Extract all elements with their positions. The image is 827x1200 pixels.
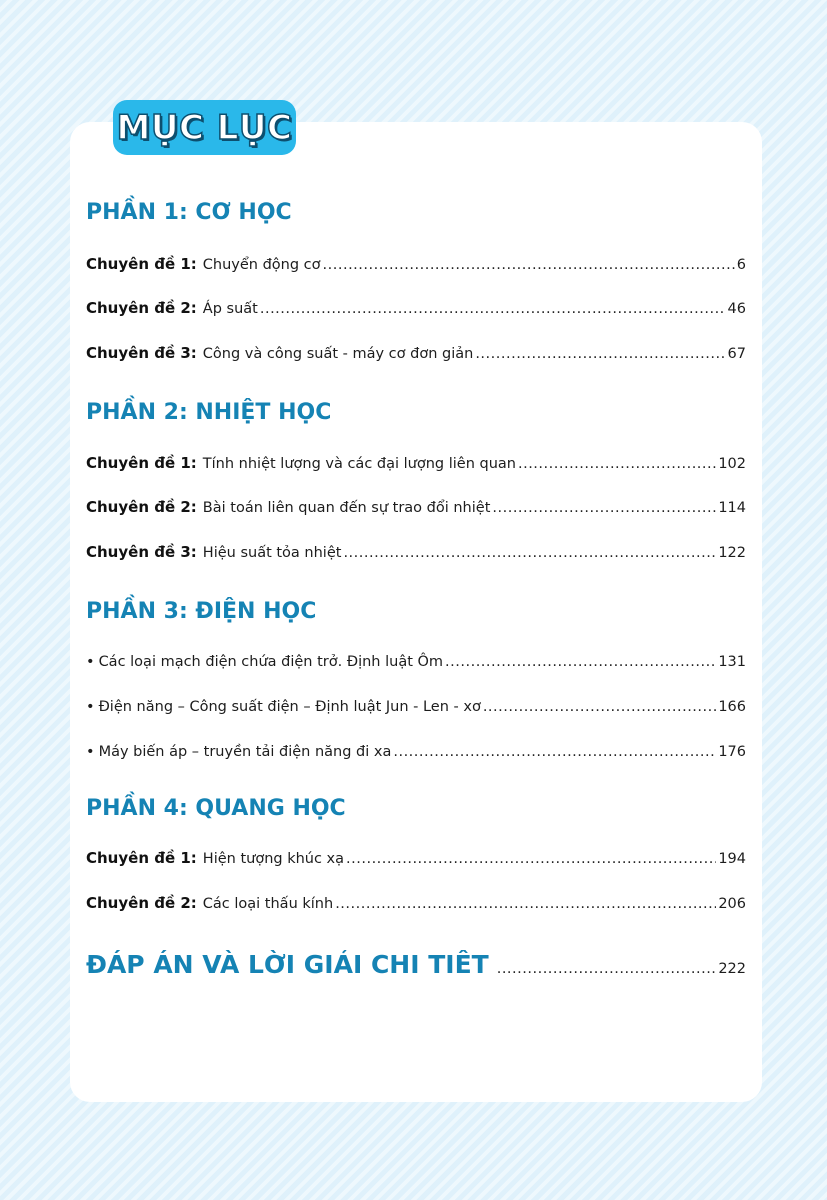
dot-leader (260, 297, 726, 320)
entry-label: Chuyên đề 1: (86, 454, 197, 472)
entry-title: Bài toán liên quan đến sự trao đổi nhiệt (202, 500, 491, 516)
dot-leader (343, 541, 716, 564)
entry-page: 102 (718, 456, 746, 472)
entry-page: 166 (718, 699, 746, 715)
toc-entry[interactable] (86, 296, 746, 320)
entry-page: 6 (736, 257, 746, 273)
entry-label: Chuyên đề 3: (86, 543, 197, 561)
entry-title: Chuyển động cơ (202, 257, 321, 273)
entry-page: 206 (718, 896, 746, 912)
toc-entry[interactable] (86, 846, 746, 870)
entry-page: 122 (718, 545, 746, 561)
toc-entry[interactable] (86, 540, 746, 564)
entry-label: Chuyên đề 1: (86, 255, 197, 273)
toc-entry[interactable] (86, 341, 746, 365)
toc-entry[interactable] (86, 451, 746, 475)
entry-page: 176 (718, 744, 746, 760)
bullet: • (86, 654, 95, 670)
toc-entry[interactable] (86, 740, 746, 764)
dot-leader (393, 740, 716, 764)
entry-label: Chuyên đề 2: (86, 299, 197, 317)
part-2-title: PHẦN 2: NHIỆT HỌC (86, 400, 332, 425)
entry-page: 194 (718, 851, 746, 867)
toc-heading-badge (113, 100, 296, 155)
toc-entry[interactable] (86, 695, 746, 719)
dot-leader (483, 695, 716, 719)
part-4-title: PHẦN 4: QUANG HỌC (86, 796, 346, 821)
part-3-title: PHẦN 3: ĐIỆN HỌC (86, 599, 317, 624)
toc-entry[interactable] (86, 891, 746, 915)
entry-page: 67 (727, 346, 746, 362)
entry-title: Máy biến áp – truyền tải điện năng đi xa (98, 744, 392, 760)
entry-title: Hiện tượng khúc xạ (202, 851, 345, 867)
dot-leader (492, 496, 716, 519)
answers-entry[interactable] (86, 950, 746, 980)
entry-title: Áp suất (202, 301, 258, 317)
toc-entry[interactable] (86, 650, 746, 674)
entry-page: 46 (727, 301, 746, 317)
dot-leader (475, 342, 725, 365)
entry-label: Chuyên đề 2: (86, 894, 197, 912)
entry-title: Các loại thấu kính (202, 896, 334, 912)
dot-leader (335, 892, 716, 915)
entry-label: Chuyên đề 2: (86, 498, 197, 516)
entry-title: Công và công suất - máy cơ đơn giản (202, 346, 474, 362)
entry-title: Các loại mạch điện chứa điện trở. Định luật Ôm (98, 654, 444, 670)
part-1-title: PHẦN 1: CƠ HỌC (86, 200, 292, 225)
dot-leader (346, 847, 716, 870)
entry-label: Chuyên đề 3: (86, 344, 197, 362)
entry-page: 114 (718, 500, 746, 516)
bullet: • (86, 699, 95, 715)
entry-title: Tính nhiệt lượng và các đại lượng liên quan (202, 456, 516, 472)
dot-leader (445, 650, 716, 674)
dot-leader (497, 961, 717, 977)
bullet: • (86, 744, 95, 760)
toc-entry[interactable] (86, 495, 746, 519)
dot-leader (518, 452, 716, 475)
entry-title: Hiệu suất tỏa nhiệt (202, 545, 342, 561)
entry-page: 222 (718, 961, 746, 977)
entry-page: 131 (718, 654, 746, 670)
entry-title: Điện năng – Công suất điện – Định luật Jun - Len - xơ (98, 699, 481, 715)
answers-title: ĐÁP ÁN VÀ LỜI GIẢI CHI TIẾT (86, 950, 489, 979)
dot-leader (323, 253, 735, 276)
toc-entry[interactable] (86, 252, 746, 276)
toc-heading: MỤC LỤC (116, 107, 293, 148)
entry-label: Chuyên đề 1: (86, 849, 197, 867)
